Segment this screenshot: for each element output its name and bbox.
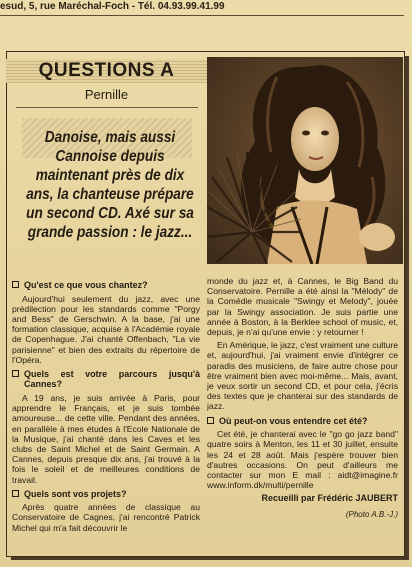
answer-paragraph: Après quatre années de classique au Conservatoire de Cagnes, j'ai rencontré Patrick Michel qui m'a fait découvrir le xyxy=(12,502,200,533)
question-text: Quels est votre parcours jusqu'à Cannes? xyxy=(24,368,200,390)
photo-credit: (Photo A.B.-J.) xyxy=(345,509,398,519)
author-credit: Recueilli par Frédéric JAUBERT xyxy=(261,493,398,504)
article-column-left xyxy=(12,276,200,558)
portrait-illustration xyxy=(207,57,403,264)
portrait-photo xyxy=(207,57,403,264)
answer-paragraph: A 19 ans, je suis arrivée à Paris, pour apprendre le Français, et je suis tombée amoureuse... de cette ville. Pendant des années, en parallèle à mes études à l'Ecole Nationale de la Musique, j'ai chanté dans les Caves et les clubs de Saint Michel et de Saint Germain. A Cannes, depuis presque dix ans, j'ai trouvé à la fois le soleil et de meilleures conditions de travail. xyxy=(12,392,200,485)
lead-text: Danoise, mais aussi Cannoise depuis maintenant près de dix ans, la chanteuse prépare un second CD. Axé sur sa grande passion : le jazz... xyxy=(26,129,194,241)
answer-paragraph: monde du jazz et, à Cannes, le Big Band du Conservatoire. Pernille a été ainsi la "Mélody" de la Comédie musicale "Swingy et Melody", jouée par la Swingy association. Je suis partie une année à Boston, à la Berklee school of music, et, depuis, je n'ai qu'une envie : y retourner ! xyxy=(207,276,398,338)
lead-block xyxy=(14,118,206,266)
checkbox-square-icon xyxy=(12,281,19,288)
checkbox-square-icon xyxy=(12,490,19,497)
article-subtitle: Pernille xyxy=(84,87,129,102)
checkbox-square-icon xyxy=(12,370,19,377)
article-column-right xyxy=(207,276,398,558)
header-rule xyxy=(0,15,404,16)
answer-paragraph: Cet été, je chanterai avec le "go go jazz band" quatre soirs à Menton, les 11 et 30 juillet, ensuite les 24 et 28 août. Mais j'espère trouver bien d'autres occasions. On peut d'ailleurs me contacter sur mon E mail : aidt@imagine.fr www.inform.dk/multi/pernille xyxy=(207,429,398,491)
question-text: Qu'est ce que vous chantez? xyxy=(24,280,148,290)
question-heading xyxy=(207,416,398,427)
box-shadow-right xyxy=(405,56,409,559)
question-heading xyxy=(12,280,200,291)
checkbox-square-icon xyxy=(207,417,214,424)
title-rule xyxy=(16,107,198,108)
question-text: Où peut-on vous entendre cet été? xyxy=(219,415,368,426)
header-address: esud, 5, rue Maréchal-Foch - Tél. 04.93.99.41.99 xyxy=(0,1,225,12)
question-text: Quels sont vos projets? xyxy=(24,488,127,499)
question-heading xyxy=(12,369,200,390)
answer-paragraph: Aujourd'hui seulement du jazz, avec une prédilection pour les standards comme "Porgy and Bess" de Gerschwin. A la base, j'ai une formation classique, acquise à l'Académie royale de Copenhague. J'ai chanté Offenbach, "La vie parisienne" et bien des extraits du répertoire de l'Opéra. xyxy=(12,293,200,365)
answer-paragraph: En Amérique, le jazz, c'est vraiment une culture et, aujourd'hui, j'ai vraiment envie d'intégrer ce paradis des musiciens, de faire autre chose pour être vraiment bien avec moi-même... Mais, avant, je veux sortir un second CD, et pour cela, j'écris des textes que je chanterai sur des standards de jazz. xyxy=(207,340,398,412)
question-heading xyxy=(12,489,200,500)
article-title: QUESTIONS A xyxy=(38,60,175,81)
